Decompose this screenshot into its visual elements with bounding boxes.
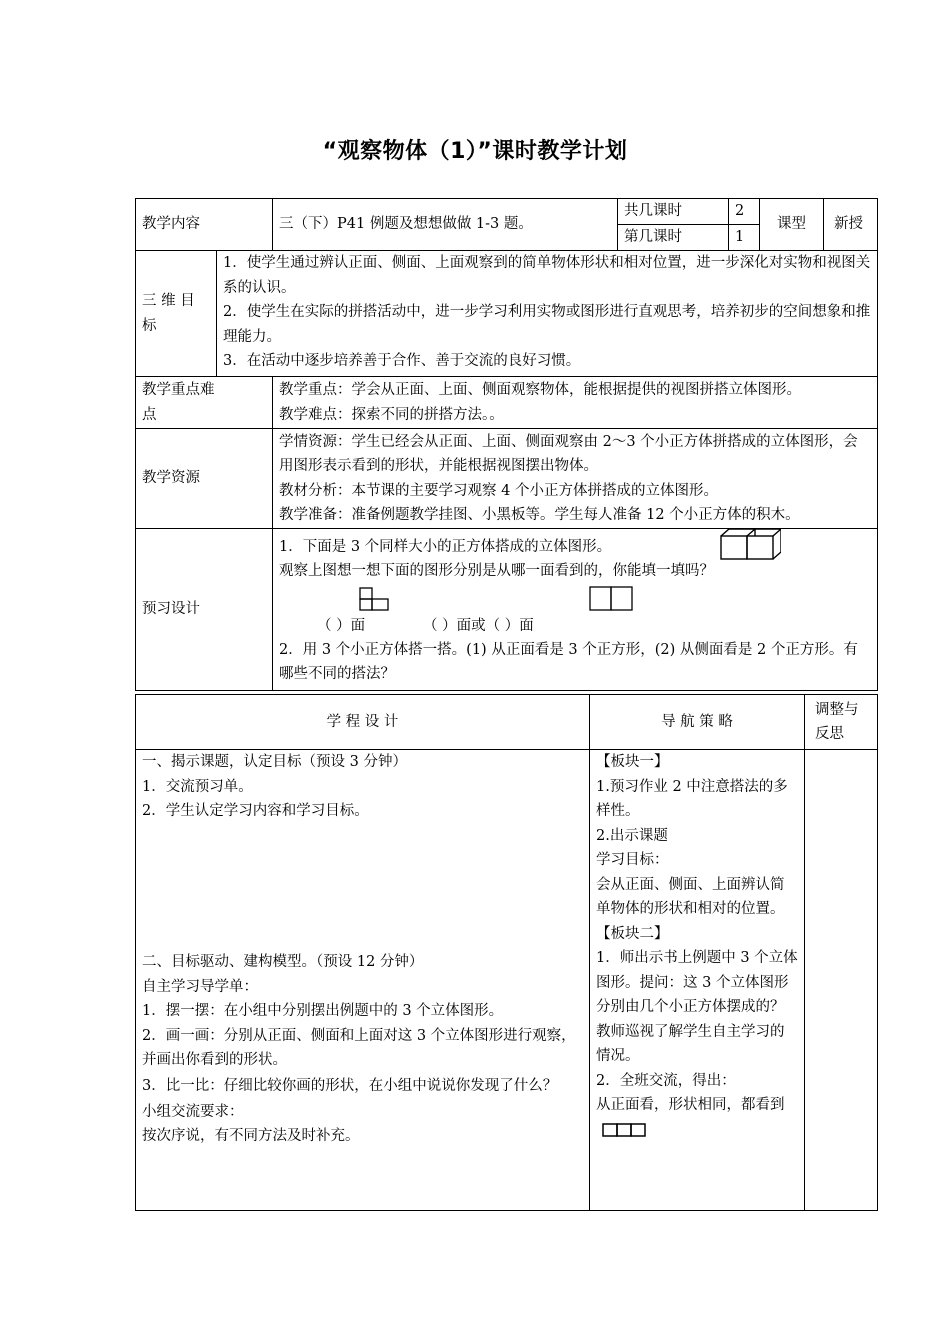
goal-item: 3．在活动中逐步培养善于合作、善于交流的良好习惯。: [223, 353, 581, 369]
view-shape-a-icon: [359, 587, 391, 611]
preview-content: [273, 529, 878, 691]
design-line: 一、揭示课题，认定目标（预设 3 分钟）: [142, 754, 407, 770]
goals-label: 三 维 目 标: [136, 251, 217, 377]
design-content: [136, 750, 590, 1211]
preview-blank-2: （ ）面或（ ）面: [423, 617, 534, 634]
view-shape-b-icon: [589, 586, 635, 612]
strategy-line: 【板块二】: [596, 925, 669, 942]
total-hours-label: 共几课时: [618, 199, 729, 225]
strategy-line: 教师巡视了解学生自主学习的情况。: [596, 1023, 785, 1064]
cube-solid-icon: [719, 527, 781, 561]
adjust-header: 调整与反思: [805, 695, 878, 750]
design-line: 小组交流要求：: [142, 1103, 244, 1120]
preview-q1: 1．下面是 3 个同样大小的正方体搭成的立体图形。: [279, 539, 612, 555]
material-analysis: 教材分析：本节课的主要学习观察 4 个小正方体拼搭成的立体图形。: [279, 482, 718, 499]
strategy-line: 学习目标：: [596, 852, 669, 868]
design-header: 学 程 设 计: [136, 695, 590, 750]
nth-hour-value: 1: [729, 225, 760, 251]
strategy-line: 1.预习作业 2 中注意搭法的多样性。: [596, 778, 788, 819]
strategy-line: 会从正面、侧面、上面辨认简单物体的形状和相对的位置。: [596, 876, 785, 917]
goals-content: [217, 251, 878, 377]
total-hours-value: 2: [729, 199, 760, 225]
difficulty-point: 教学难点：探索不同的拼搭方法。。: [279, 406, 504, 423]
focus-label: 教学重点难 点: [136, 377, 273, 429]
strategy-header: 导 航 策 略: [590, 695, 805, 750]
design-line: 1．摆一摆：在小组中分别摆出例题中的 3 个立体图形。: [142, 1003, 504, 1019]
content-value: 三（下）P41 例题及想想做做 1-3 题。: [273, 199, 618, 251]
design-line: 按次序说，有不同方法及时补充。: [142, 1128, 360, 1144]
content-label: 教学内容: [136, 199, 273, 251]
resources-content: [273, 429, 878, 529]
strategy-line: 2.出示课题: [596, 827, 668, 844]
design-line: 2．画一画：分别从正面、侧面和上面对这 3 个立体图形进行观察，并画出你看到的形状。: [142, 1027, 576, 1068]
student-resource: 学情资源：学生已经会从正面、上面、侧面观察由 2～3 个小正方体拼搭成的立体图形，会用图形表示看到的形状，并能根据视图摆出物体。: [279, 433, 858, 474]
goal-item: 2．使学生在实际的拼搭活动中，进一步学习利用实物或图形进行直观思考，培养初步的空间想象和推理能力。: [223, 304, 871, 345]
strategy-content: [590, 750, 805, 1211]
design-line: 3．比一比：仔细比较你画的形状，在小组中说说你发现了什么？: [142, 1077, 558, 1094]
page-title: “观察物体（1）”课时教学计划: [322, 139, 628, 164]
three-squares-icon: [602, 1122, 648, 1138]
design-line: 2．学生认定学习内容和学习目标。: [142, 803, 369, 819]
strategy-line: 1．师出示书上例题中 3 个立体图形。提问：这 3 个立体图形分别由几个小正方体摆成的？: [596, 950, 798, 1015]
strategy-line: 从正面看，形状相同，都看到: [596, 1097, 785, 1113]
lesson-type-label: 课型: [760, 199, 824, 251]
preview-blank-1: （ ）面: [317, 617, 366, 634]
preview-q2: 2．用 3 个小正方体搭一搭。(1) 从正面看是 3 个正方形，(2) 从侧面看是 2 个正方形。有哪些不同的搭法？: [279, 641, 858, 682]
design-line: 自主学习导学单：: [142, 978, 258, 995]
adjust-content: [805, 750, 878, 1211]
lesson-process-table: [135, 694, 878, 1211]
nth-hour-label: 第几课时: [618, 225, 729, 251]
design-line: 二、目标驱动、建构模型。（预设 12 分钟）: [142, 954, 424, 970]
strategy-line: 2．全班交流，得出：: [596, 1072, 736, 1089]
resources-label: 教学资源: [136, 429, 273, 529]
focus-content: [273, 377, 878, 429]
lesson-type-value: 新授: [824, 199, 878, 251]
lesson-info-table: [135, 198, 878, 691]
strategy-line-last: [596, 1093, 798, 1142]
design-line: 1．交流预习单。: [142, 778, 253, 795]
teaching-prep: 教学准备：准备例题教学挂图、小黑板等。学生每人准备 12 个小正方体的积木。: [279, 507, 800, 523]
goal-item: 1．使学生通过辨认正面、侧面、上面观察到的简单物体形状和相对位置，进一步深化对实物和视图关系的认识。: [223, 255, 871, 296]
preview-q1b: 观察上图想一想下面的图形分别是从哪一面看到的，你能填一填吗？: [279, 563, 714, 579]
preview-label: 预习设计: [136, 529, 273, 691]
strategy-line: 【板块一】: [596, 754, 669, 770]
key-point: 教学重点：学会从正面、上面、侧面观察物体，能根据提供的视图拼搭立体图形。: [279, 382, 801, 398]
